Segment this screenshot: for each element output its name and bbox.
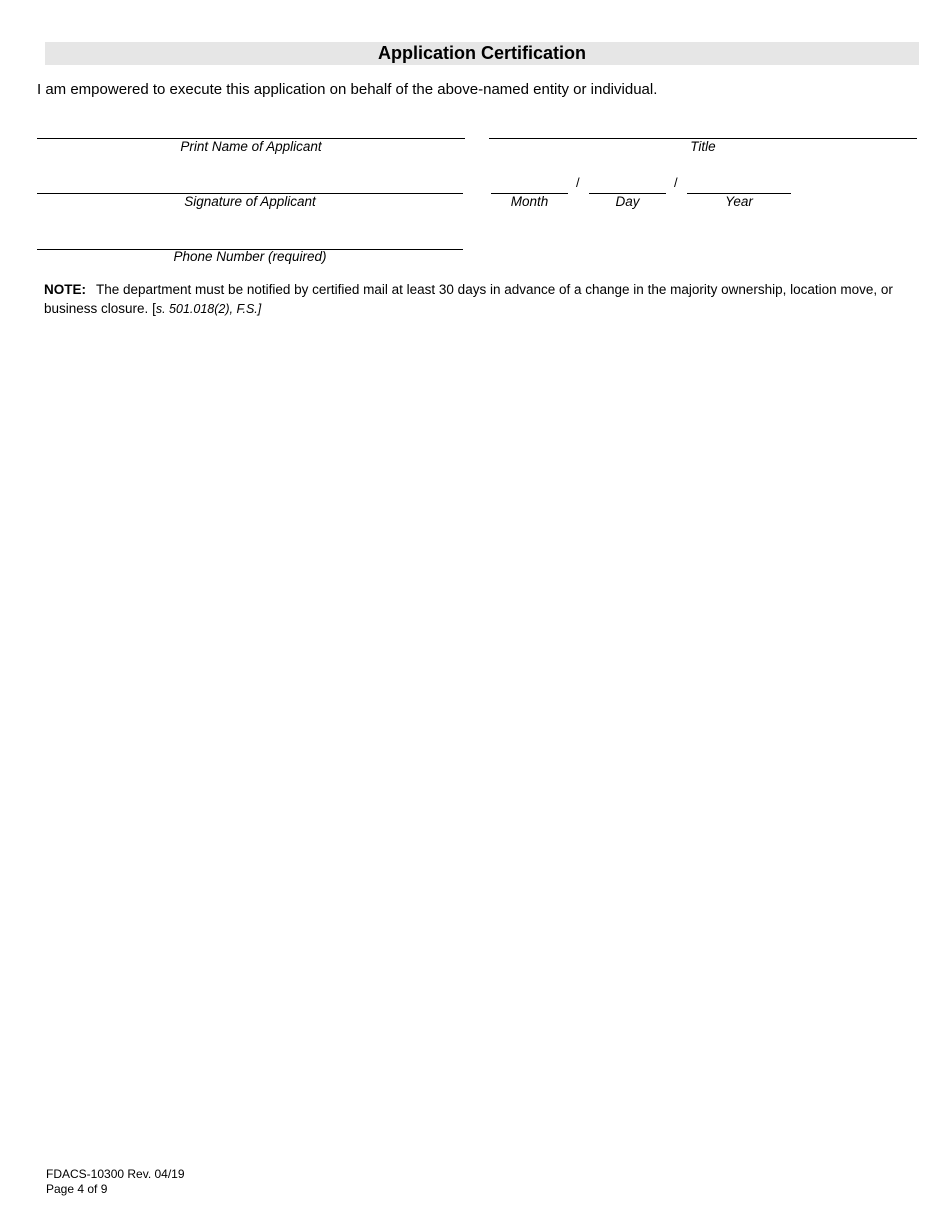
print-name-label: Print Name of Applicant [180, 139, 322, 154]
page-number: Page 4 of 9 [46, 1182, 108, 1196]
statute-citation: s. 501.018(2), F.S.] [155, 302, 262, 316]
signature-label: Signature of Applicant [184, 194, 316, 209]
note-label: NOTE: [44, 282, 86, 297]
form-id: FDACS-10300 Rev. 04/19 [46, 1167, 185, 1181]
year-label: Year [725, 194, 753, 209]
citation-bracket: [ [152, 301, 156, 316]
section-title: Application Certification [45, 42, 919, 65]
page-footer [46, 1167, 185, 1197]
day-label: Day [615, 194, 640, 209]
note-block [44, 280, 924, 319]
note-text: The department must be notified by certified mail at least 30 days in advance of a change in the majority ownership, location move, or business closure. [44, 282, 893, 316]
date-separator: / [674, 175, 678, 190]
title-label: Title [690, 139, 716, 154]
certification-statement: I am empowered to execute this application on behalf of the above-named entity or individual. [37, 81, 658, 98]
month-label: Month [510, 194, 549, 209]
phone-label: Phone Number (required) [173, 249, 327, 264]
date-separator: / [576, 175, 580, 190]
